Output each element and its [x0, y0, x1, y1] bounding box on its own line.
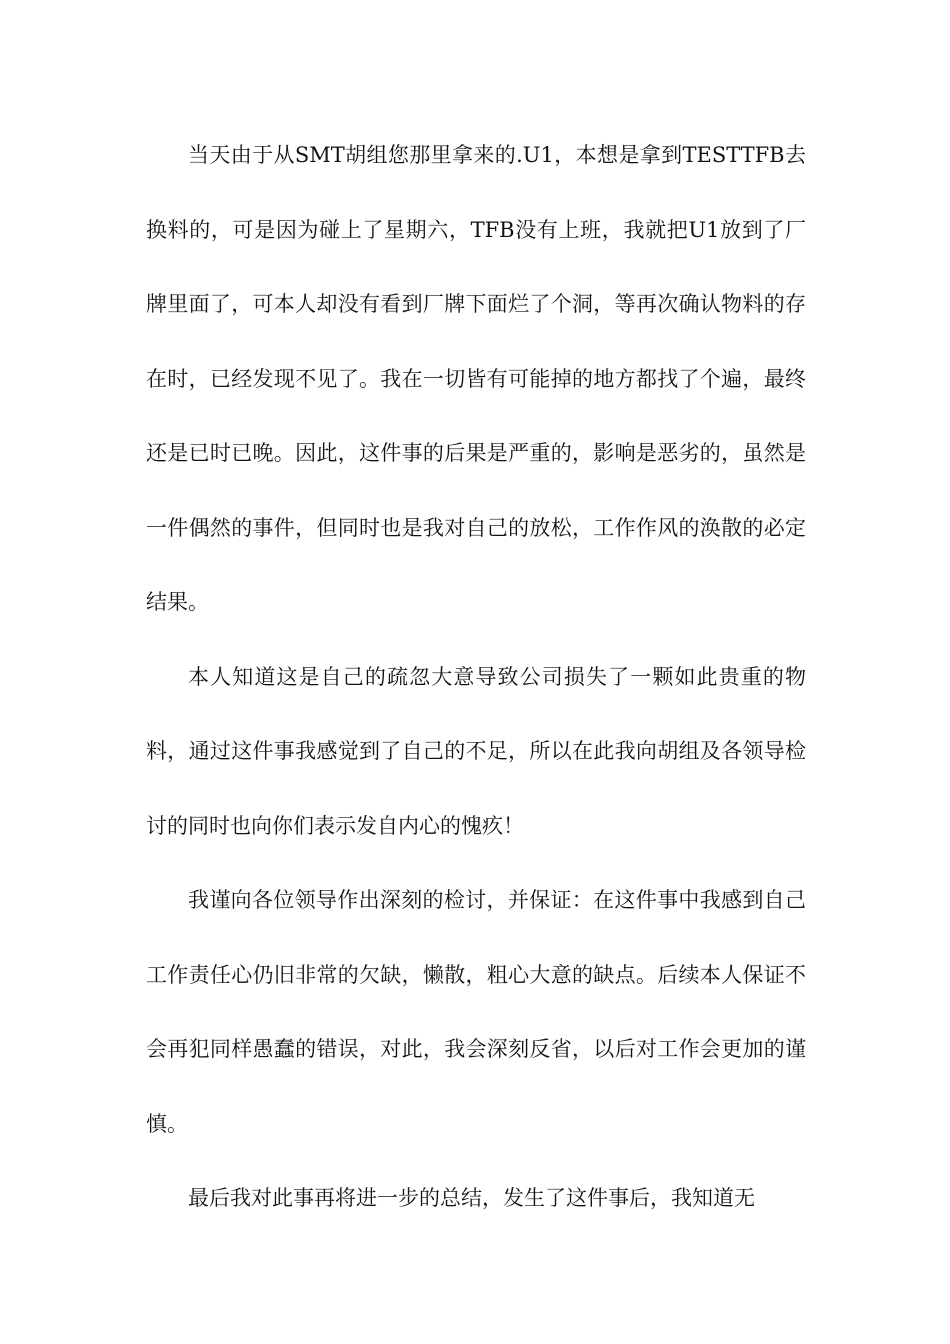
paragraph-3: 我谨向各位领导作出深刻的检讨，并保证：在这件事中我感到自己工作责任心仍旧非常的欠缺，懒散，粗心大意的缺点。后续本人保证不会再犯同样愚蠢的错误，对此，我会深刻反省，以后对工作会更加的谨慎。	[146, 888, 806, 1136]
paragraph-4: 最后我对此事再将进一步的总结，发生了这件事后，我知道无	[188, 1186, 755, 1210]
paragraph-2: 本人知道这是自己的疏忽大意导致公司损失了一颗如此贵重的物料，通过这件事我感觉到了自己的不足，所以在此我向胡组及各领导检讨的同时也向你们表示发自内心的愧疚！	[146, 664, 806, 838]
document-body	[146, 118, 806, 1236]
paragraph-1: 当天由于从SMT胡组您那里拿来的.U1，本想是拿到TESTTFB去换料的，可是因为碰上了星期六，TFB没有上班，我就把U1放到了厂牌里面了，可本人却没有看到厂牌下面烂了个洞，等再次确认物料的存在时，已经发现不见了。我在一切皆有可能掉的地方都找了个遍，最终还是已时已晚。因此，这件事的后果是严重的，影响是恶劣的，虽然是一件偶然的事件，但同时也是我对自己的放松，工作作风的涣散的必定结果。	[146, 143, 806, 614]
